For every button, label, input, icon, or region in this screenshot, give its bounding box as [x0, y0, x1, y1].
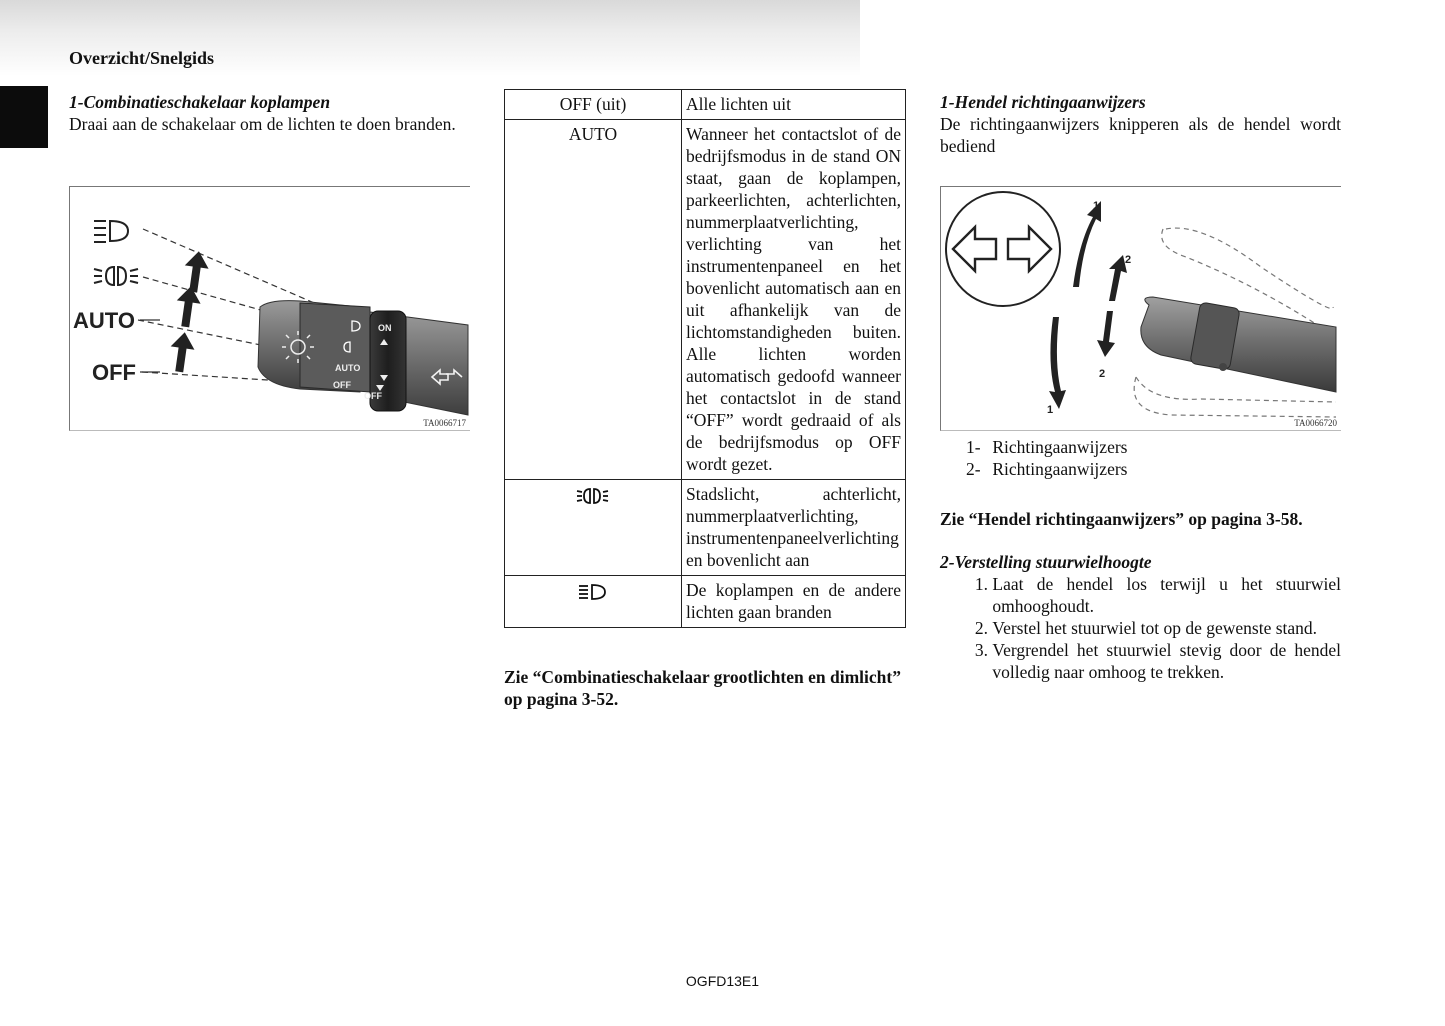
direction-arrows [1049, 201, 1127, 409]
callout-1-bottom: 1 [1047, 404, 1054, 416]
table-cell-position: OFF (uit) [505, 90, 682, 120]
turn-signal-heading: 1-Hendel richtingaanwijzers [940, 92, 1146, 112]
table-cell-description: Stadslicht, achterlicht, nummerplaatverlichting, instrumentenpaneelverlichting en bovenlicht aan [682, 480, 906, 576]
high-beam-reference: Zie “Combinatieschakelaar grootlichten en dimlicht” op pagina 3-52. [504, 667, 901, 709]
left-column [69, 91, 469, 135]
figure-code: TA0066720 [1294, 418, 1337, 428]
callout-2-top: 2 [1125, 254, 1132, 266]
list-item: 1. Laat de hendel los terwijl u het stuurwiel omhooghoudt. [974, 574, 1341, 616]
list-item: 2. Verstel het stuurwiel tot op de gewenste stand. [974, 618, 1318, 638]
off-position-label: OFF [92, 360, 136, 385]
steering-height-heading: 2-Verstelling stuurwielhoogte [940, 552, 1152, 572]
turn-signal-illustration [941, 187, 1341, 430]
table-row [505, 90, 906, 120]
steering-height-steps [940, 573, 1341, 683]
table-cell-description: De koplampen en de andere lichten gaan branden [682, 576, 906, 628]
headlight-switch-heading: 1-Combinatieschakelaar koplampen [69, 92, 331, 112]
right-column [940, 91, 1341, 157]
headlight-switch-figure [69, 186, 470, 431]
turn-signal-figure [940, 186, 1341, 431]
turn-signal-reference: Zie “Hendel richtingaanwijzers” op pagina 3-58. [940, 509, 1303, 529]
figure-legend [966, 436, 1127, 480]
stalk-off-label-a: OFF [333, 380, 351, 390]
stalk-auto-label: AUTO [335, 363, 361, 373]
headlight-icon [94, 221, 128, 242]
legend-item: 1- Richtingaanwijzers [966, 437, 1128, 457]
auto-position-label: AUTO [73, 308, 135, 333]
steering-height-section [940, 551, 1341, 683]
callout-1-top: 1 [1093, 200, 1100, 212]
list-item: 3. Vergrendel het stuurwiel stevig door de hendel volledig naar omhoog te trekken. [974, 640, 1341, 682]
stalk-off-label-b: OFF [364, 391, 382, 401]
headlight-icon [578, 582, 608, 602]
legend-item: 2- Richtingaanwijzers [966, 459, 1128, 479]
rotation-arrows [167, 250, 210, 374]
table-row [505, 480, 906, 576]
parking-light-icon [94, 267, 138, 285]
table-cell-description: Wanneer het contactslot of de bedrijfsmodus in de stand ON staat, gaan de koplampen, parkeerlichten, achterlichten, nummerplaatverlichting, verlichting van het instrumentenpaneel en het bovenlicht automatisch aan en uit afhankelijk van de lichtomstandigheden buiten. Alle lichten worden automatisch gedoofd wanneer het contactslot in de stand “OFF” wordt gedraaid of als de bedrijfsmodus op OFF wordt gezet. [682, 120, 906, 480]
chapter-tab [0, 86, 48, 148]
section-title: Overzicht/Snelgids [69, 48, 214, 68]
figure-code: TA0066717 [423, 418, 466, 428]
table-row [505, 120, 906, 480]
turn-signal-body: De richtingaanwijzers knipperen als de hendel wordt bediend [940, 114, 1341, 156]
parking-light-icon [576, 486, 610, 506]
light-switch-table [504, 89, 906, 628]
table-cell-position [505, 480, 682, 576]
page-footer-code: OGFD13E1 [685, 973, 760, 989]
stalk-on-label: ON [378, 323, 392, 333]
headlight-switch-illustration [70, 187, 470, 430]
headlight-switch-body: Draai aan de schakelaar om de lichten te doen branden. [69, 114, 456, 134]
table-cell-position: AUTO [505, 120, 682, 480]
turn-signal-symbol [946, 192, 1060, 306]
table-row [505, 576, 906, 628]
table-cell-position [505, 576, 682, 628]
callout-2-bottom: 2 [1099, 368, 1106, 380]
table-cell-description: Alle lichten uit [682, 90, 906, 120]
